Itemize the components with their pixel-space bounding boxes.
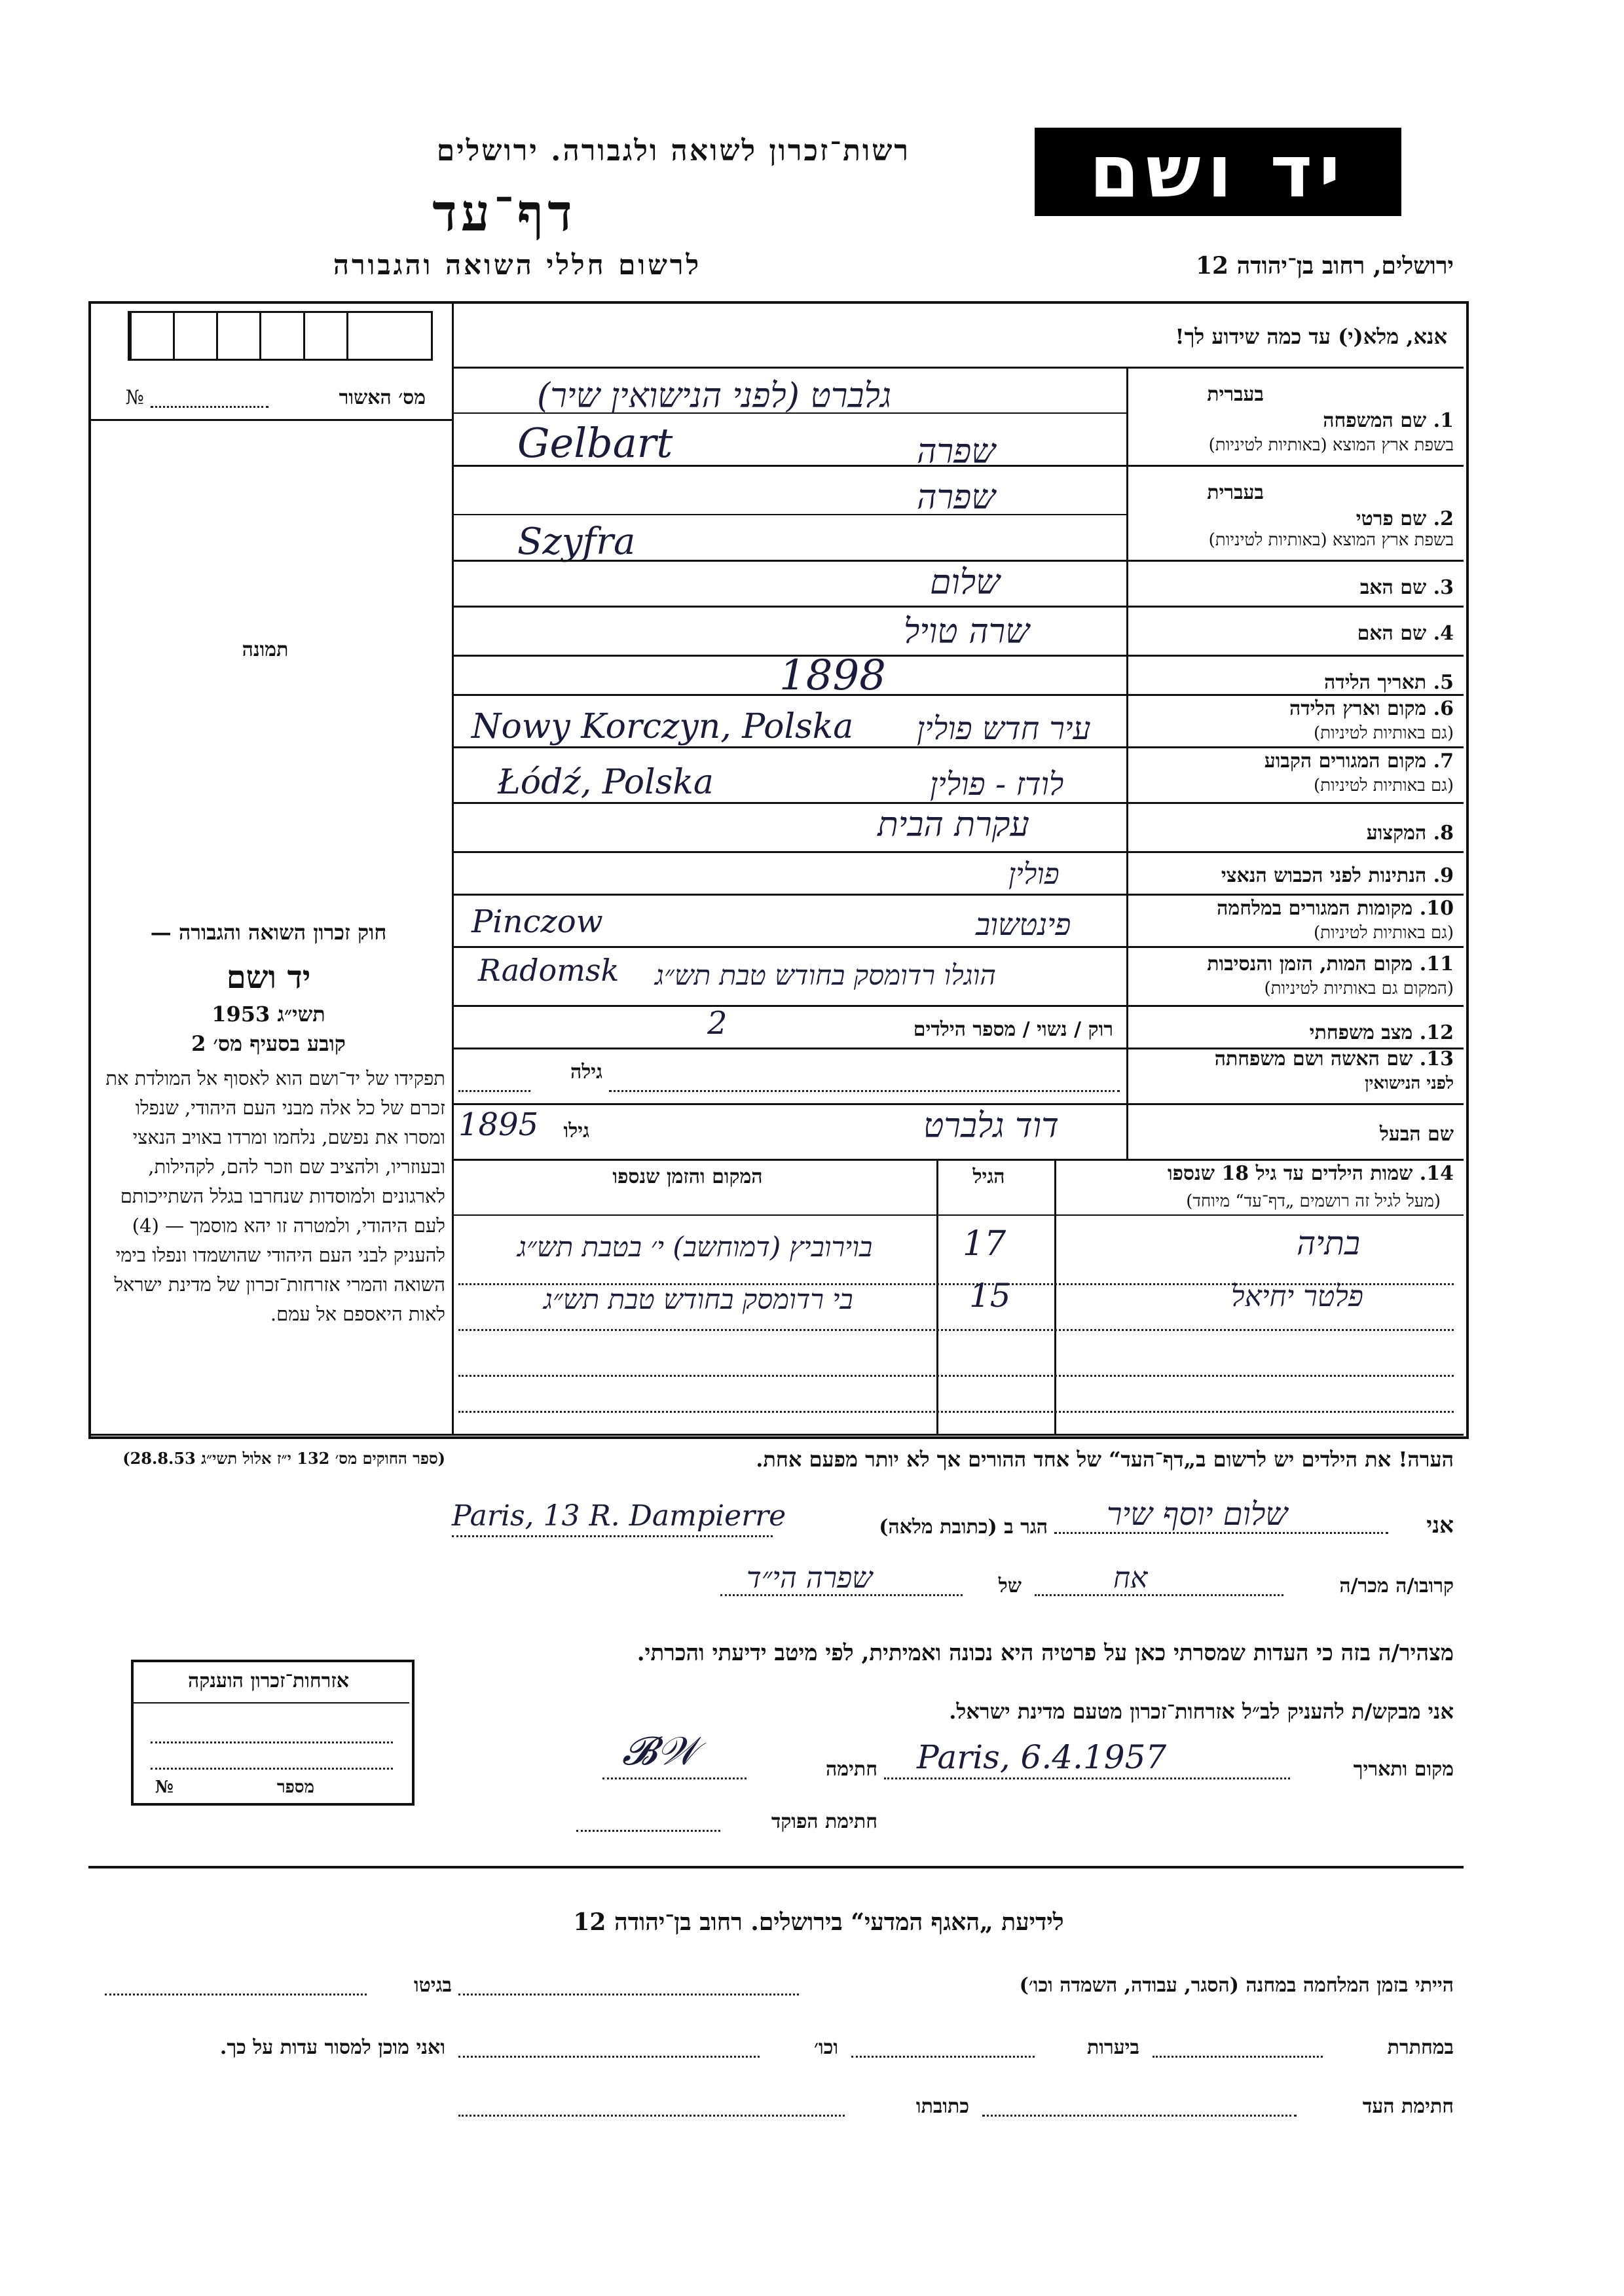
field-1-value-latin[interactable]: Gelbart (517, 419, 673, 467)
footer-forests-label: ביערות (1086, 2036, 1139, 2059)
field-1-hebrew-tag: בעברית (1207, 383, 1264, 406)
field-13-sub: לפני הנישואין (1364, 1074, 1454, 1093)
law-section: קובע בסעיף מס׳ 2 (191, 1031, 346, 1056)
field-12-label: 12. מצב משפחתי (1309, 1021, 1454, 1044)
field-1-label: 1. שם המשפחה (1323, 409, 1454, 432)
child-2-name[interactable]: פלטר יחיאל (1231, 1280, 1363, 1313)
field-7-value-hebrew[interactable]: לודז - פולין (930, 766, 1064, 803)
children-title: 14. שמות הילדים עד גיל 18 שנספו (1167, 1162, 1454, 1185)
field-6-value-latin[interactable]: Nowy Korczyn, Polska (471, 707, 854, 746)
declarant-relation[interactable]: אח (1113, 1561, 1148, 1595)
children-sub: (מעל לגיל זה רושמים „דף־עד“ מיוחד) (1186, 1192, 1441, 1211)
field-10-label: 10. מקומות המגורים במלחמה (1217, 897, 1454, 920)
field-10-value-hebrew[interactable]: פינטשוב (976, 907, 1071, 942)
field-2-label: 2. שם פרטי (1356, 507, 1454, 530)
field-11-value-hebrew[interactable]: הוגלו רדומסק בחודש טבת תש״ג (655, 959, 996, 991)
signature-label: חתימה (826, 1758, 877, 1781)
children-col-place: המקום והזמן שנספו (612, 1165, 763, 1188)
footer-etc-label: וכו׳ (814, 2036, 838, 2059)
field-10-sub: (גם באותיות לטיניות) (1313, 923, 1454, 943)
declarant-address[interactable]: Paris, 13 R. Dampierre (452, 1499, 786, 1533)
field-3-label: 3. שם האב (1359, 576, 1454, 599)
wife-age-label: גילה (570, 1061, 602, 1084)
header-address: ירושלים, רחוב בן־יהודה 12 (1195, 252, 1454, 280)
field-1-sub: בשפת ארץ המוצא (באותיות לטיניות) (1208, 435, 1454, 455)
declarant-i-label: אני (1426, 1512, 1454, 1539)
approval-number-label: מס׳ האשור (339, 386, 426, 409)
field-2-value-hebrew[interactable]: שפרה (917, 478, 996, 517)
field-1-value-side[interactable]: שפרה (917, 432, 996, 471)
declarant-of-label: של (998, 1575, 1022, 1597)
official-signature-label: חתימת הפוקד (771, 1810, 877, 1833)
children-col-age: הגיל (972, 1165, 1005, 1188)
child-1-age[interactable]: 17 (963, 1224, 1006, 1264)
field-13-label: 13. שם האשה ושם משפחתה (1214, 1048, 1454, 1070)
field-4-value[interactable]: שרה טויל (904, 612, 1030, 651)
field-6-label: 6. מקום וארץ הלידה (1289, 697, 1454, 720)
citizenship-number-label: מספר (276, 1777, 314, 1797)
husband-value[interactable]: דוד גלברט (923, 1106, 1060, 1146)
field-8-label: 8. המקצוע (1366, 822, 1454, 845)
footer-camp-label: הייתי בזמן המלחמה במחנה (הסגר, עבודה, השמדה וכו׳) (1019, 1974, 1454, 1997)
husband-label: שם הבעל (1379, 1123, 1454, 1146)
footer-ghetto-label: בגיטו (413, 1974, 452, 1997)
yad-vashem-logo: יד ושם (1035, 128, 1401, 216)
field-8-value[interactable]: עקרת הבית (877, 805, 1029, 845)
field-6-value-hebrew[interactable]: עיר חדש פולין (917, 710, 1091, 747)
declarant-resides-label: הגר ב (כתובת מלאה) (879, 1516, 1048, 1539)
law-org: יד ושם (226, 959, 311, 996)
form-title: דף־עד (432, 183, 576, 243)
child-1-place[interactable]: בוירוביץ (דמוחשב) י׳ בטבת תש״ג (517, 1231, 873, 1263)
footer-witness-signature-label: חתימת העד (1362, 2095, 1454, 2118)
field-7-label: 7. מקום המגורים הקבוע (1264, 750, 1454, 773)
citizenship-no-mark: № (155, 1777, 174, 1797)
declaration-text: מצהיר/ה בזה כי העדות שמסרתי כאן על פרטיה היא נכונה ואמיתית, לפי מיטב ידיעתי והכרתי. (637, 1640, 1454, 1666)
field-5-label: 5. תאריך הלידה (1324, 671, 1454, 694)
field-9-label: 9. הנתינות לפני הכבוש הנאצי (1221, 864, 1454, 887)
law-reference: (ספר החוקים מס׳ 132 י״ז אלול תשי״ג 28.8.53) (122, 1449, 445, 1468)
field-4-label: 4. שם האם (1357, 622, 1454, 645)
field-9-value[interactable]: פולין (1008, 858, 1060, 891)
footer-testimony-text: ואני מוכן למסור עדות על כך. (219, 2036, 445, 2059)
husband-age[interactable]: 1895 (458, 1106, 539, 1143)
field-11-sub: (המקום גם באותיות לטיניות) (1264, 979, 1454, 998)
field-7-value-latin[interactable]: Łódź, Polska (498, 763, 714, 802)
request-text: אני מבקש/ת להעניק לב״ל אזרחות־זכרון מטעם מדינת ישראל. (949, 1699, 1454, 1724)
child-1-name[interactable]: בתיה (1297, 1224, 1360, 1262)
field-11-value-latin[interactable]: Radomsk (478, 953, 619, 988)
field-2-value-latin[interactable]: Szyfra (517, 520, 636, 563)
field-3-value[interactable]: שלום (930, 563, 1000, 602)
child-2-age[interactable]: 15 (969, 1277, 1011, 1315)
citizenship-box-title: אזרחות־זכרון הוענקה (187, 1669, 350, 1692)
place-date-label: מקום ותאריך (1353, 1758, 1454, 1781)
field-5-value[interactable]: 1898 (779, 651, 886, 700)
law-year: תשי״ג 1953 (212, 1002, 325, 1027)
law-title: חוק זכרון השואה והגבורה — (150, 920, 387, 945)
child-2-place[interactable]: בי רדומסק בחודש טבת תש״ג (544, 1283, 853, 1315)
field-1-value-hebrew[interactable]: גלברט (לפני הנישואין שיר) (537, 376, 891, 416)
field-10-value-latin[interactable]: Pinczow (471, 903, 603, 940)
authority-title: רשות־זכרון לשואה ולגבורה. ירושלים (436, 134, 910, 168)
law-text: תפקידו של יד־ושם הוא לאסוף אל המולדת את זכרם של כל אלה מבני העם היהודי, שנפלו ומסרו את נפשם, נלחמו ומרדו באויב הנאצי ובעוזריו, ולהציב שם וזכר להם, לקהילות, לארגונים ולמוסדות שנחרבו בגלל השתייכותם לעם היהודי, ולמטרה זו יהא מוסמך — (4) להעניק לבני העם היהודי שהושמדו ונפלו בימי השואה והמרי אזרחות־זכרון של מדינת ישראל לאות היאספם אל עמם. (105, 1067, 445, 1325)
footer-address-label: כתובתו (915, 2095, 969, 2118)
place-date-value[interactable]: Paris, 6.4.1957 (917, 1738, 1167, 1776)
declarant-name[interactable]: שלום יוסף שיר (1107, 1496, 1288, 1533)
note-text: הערה! את הילדים יש לרשום ב„דף־העד“ של אחד ההורים אך לא יותר מפעם אחת. (756, 1447, 1454, 1472)
field-6-sub: (גם באותיות לטיניות) (1313, 723, 1454, 743)
photo-label: תמונה (242, 638, 289, 661)
approval-number-mark: № (125, 386, 144, 409)
field-2-hebrew-tag: בעברית (1207, 481, 1264, 504)
registration-grid (128, 311, 433, 361)
field-12-children-count[interactable]: 2 (707, 1005, 728, 1042)
field-12-options: רוק / נשוי / מספר הילדים (913, 1018, 1113, 1041)
field-2-sub: בשפת ארץ המוצא (באותיות לטיניות) (1208, 530, 1454, 550)
husband-age-label: גילו (563, 1120, 589, 1142)
form-subtitle: לרשום חללי השואה והגבורה (333, 249, 702, 281)
footer-title: לידיעת „האגף המדעי“ בירושלים. רחוב בן־יהודה 12 (573, 1908, 1064, 1936)
field-11-label: 11. מקום המות, הזמן והנסיבות (1207, 953, 1454, 975)
declarant-of-name[interactable]: שפרה הי״ד (747, 1561, 873, 1595)
signature-scribble[interactable]: 𝓑𝒲 (622, 1728, 698, 1774)
intro-text: אנא, מלא(י) עד כמה שידוע לך! (1175, 324, 1447, 349)
footer-underground-label: במחתרת (1387, 2036, 1454, 2059)
declarant-relation-label: קרובו/ה מכר/ה (1339, 1575, 1454, 1597)
field-7-sub: (גם באותיות לטיניות) (1313, 776, 1454, 795)
